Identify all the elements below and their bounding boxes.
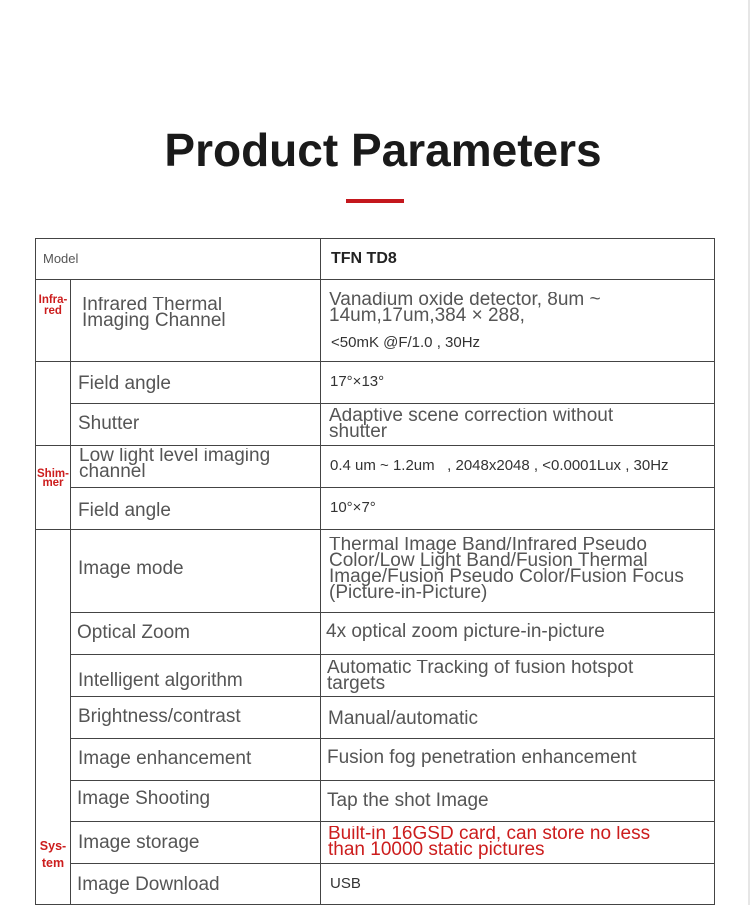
row-value: Tap the shot Image	[327, 790, 489, 811]
row-label: Field angle	[78, 373, 171, 394]
row-label: Shutter	[78, 413, 140, 434]
row-label: Low light level imaging channel	[79, 448, 271, 482]
group-infrared: Infra- red	[38, 294, 68, 317]
model-value: TFN TD8	[331, 250, 397, 267]
row-value: Fusion fog penetration enhancement	[327, 747, 637, 768]
page-title: Product Parameters	[164, 124, 602, 176]
row-label: Brightness/contrast	[78, 706, 241, 727]
row-label: Image storage	[78, 832, 200, 853]
row-label: Intelligent algorithm	[78, 670, 243, 691]
row-value: Vanadium oxide detector, 8um ~ 14um,17um,384 × 288,	[329, 292, 601, 326]
row-value: 0.4 um ~ 1.2um , 2048x2048 , <0.0001Lux , 30Hz	[330, 457, 669, 474]
row-label: Image Shooting	[77, 788, 211, 809]
group-system: Sys- tem	[39, 839, 67, 870]
row-value: 17°×13°	[330, 373, 385, 390]
row-value-secondary: <50mK @F/1.0 , 30Hz	[331, 334, 481, 351]
row-label: Optical Zoom	[77, 622, 190, 643]
row-label: Image Download	[77, 874, 220, 895]
row-value: Manual/automatic	[328, 708, 478, 729]
row-value: Adaptive scene correction without shutter	[329, 408, 614, 442]
model-label: Model	[43, 251, 79, 266]
row-value: Automatic Tracking of fusion hotspot targets	[327, 660, 634, 694]
row-label: Infrared Thermal Imaging Channel	[82, 297, 226, 331]
row-value: 4x optical zoom picture-in-picture	[326, 621, 605, 642]
row-value: Built-in 16GSD card, can store no less than 10000 static pictures	[328, 826, 651, 860]
row-label: Image enhancement	[78, 748, 252, 769]
row-value: USB	[330, 875, 361, 892]
row-value: 10°×7°	[330, 499, 376, 516]
row-label: Field angle	[78, 500, 171, 521]
group-shimmer: Shim- mer	[37, 468, 69, 489]
row-value: Thermal Image Band/Infrared Pseudo Color/Low Light Band/Fusion Thermal Image/Fusion Pseudo Color/Fusion Focus (Picture-in-Picture)	[329, 537, 684, 603]
row-label: Image mode	[78, 558, 184, 579]
